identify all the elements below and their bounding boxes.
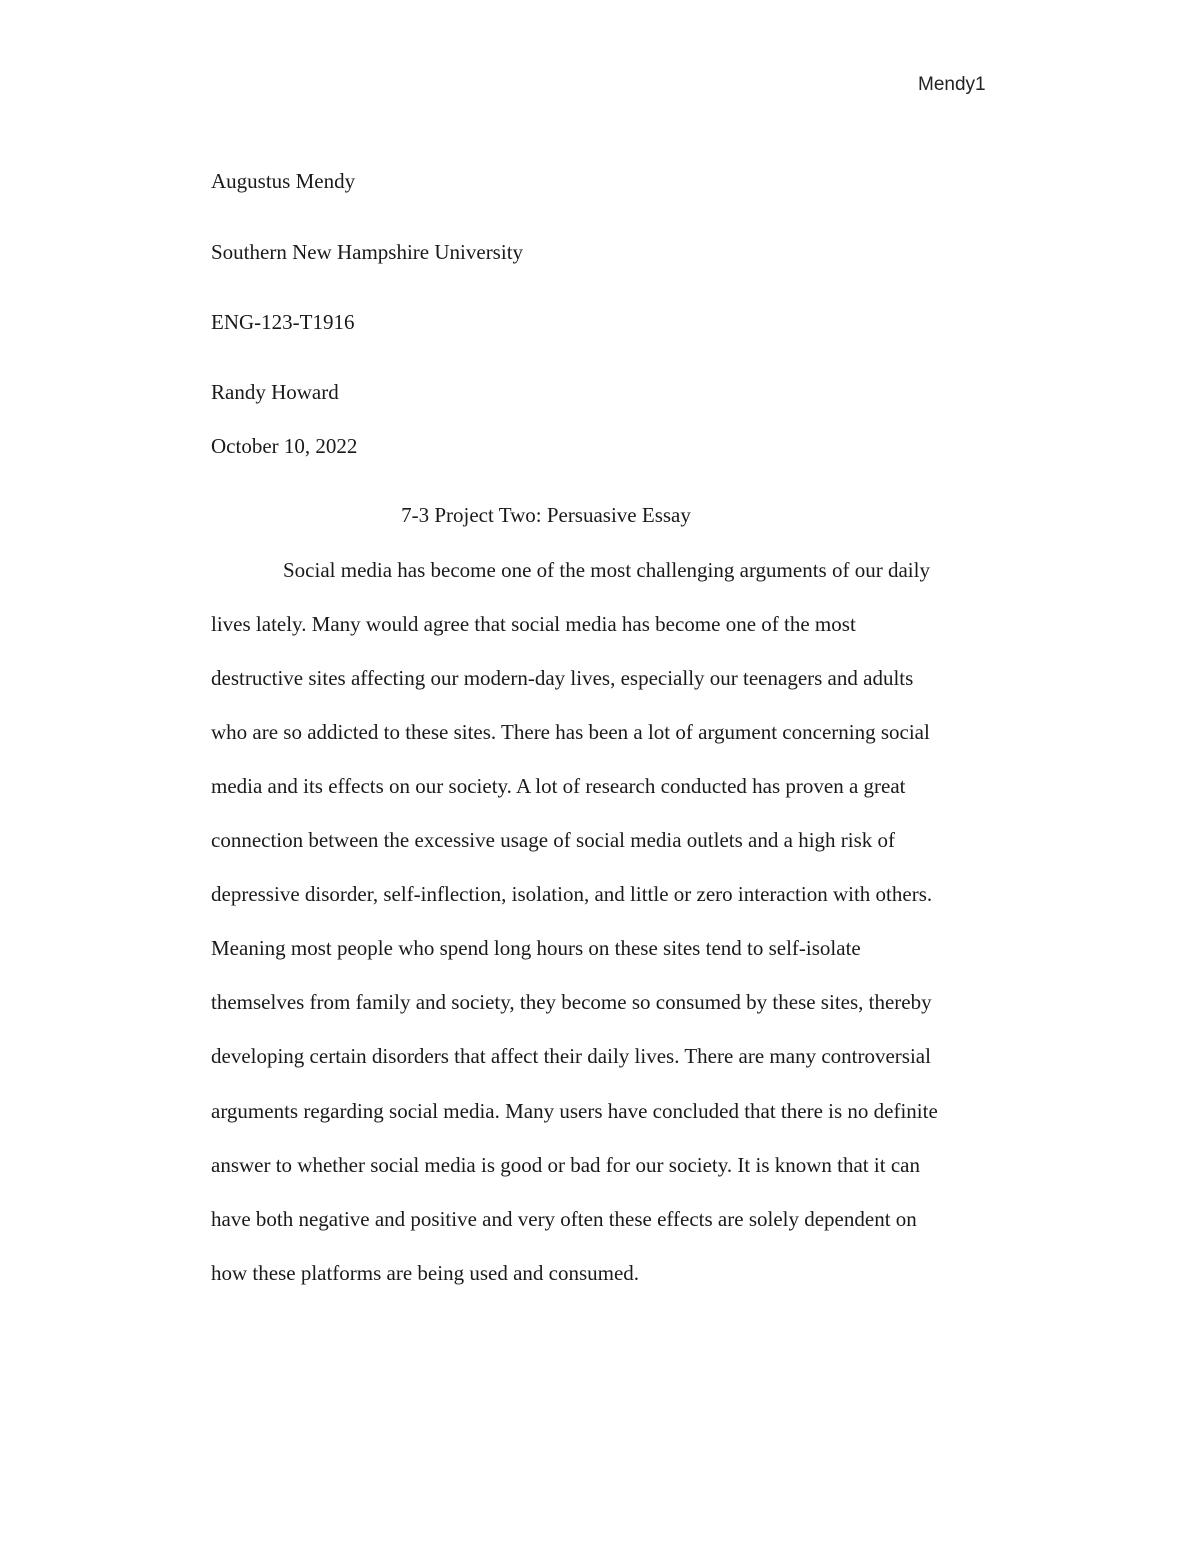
paragraph-line: have both negative and positive and very often these effects are solely dependent on	[211, 1207, 917, 1231]
essay-title: 7-3 Project Two: Persuasive Essay	[401, 503, 691, 527]
paragraph-line: lives lately. Many would agree that social media has become one of the most	[211, 612, 856, 636]
paragraph-line: who are so addicted to these sites. There has been a lot of argument concerning social	[211, 720, 930, 744]
paragraph-line: themselves from family and society, they become so consumed by these sites, thereby	[211, 990, 932, 1014]
paragraph-line: connection between the excessive usage of social media outlets and a high risk of	[211, 828, 896, 852]
paragraph-line: answer to whether social media is good or bad for our society. It is known that it can	[211, 1153, 920, 1177]
paragraph-line: developing certain disorders that affect their daily lives. There are many controversial	[211, 1044, 931, 1068]
paragraph-line: how these platforms are being used and consumed.	[211, 1261, 640, 1285]
paragraph-line: Social media has become one of the most challenging arguments of our daily	[283, 558, 930, 582]
instructor-name: Randy Howard	[211, 380, 339, 404]
paragraph-line: destructive sites affecting our modern-day lives, especially our teenagers and adults	[211, 666, 914, 690]
paragraph-line: depressive disorder, self-inflection, isolation, and little or zero interaction with others.	[211, 882, 933, 906]
paragraph-line: arguments regarding social media. Many users have concluded that there is no definite	[211, 1099, 938, 1123]
institution-name: Southern New Hampshire University	[211, 240, 524, 264]
document-date: October 10, 2022	[211, 434, 358, 458]
running-head: Mendy1	[918, 74, 986, 95]
paragraph-line: media and its effects on our society. A lot of research conducted has proven a great	[211, 774, 906, 798]
paragraph-line: Meaning most people who spend long hours on these sites tend to self-isolate	[211, 936, 861, 960]
course-code: ENG-123-T1916	[211, 310, 355, 334]
author-name: Augustus Mendy	[211, 169, 356, 193]
